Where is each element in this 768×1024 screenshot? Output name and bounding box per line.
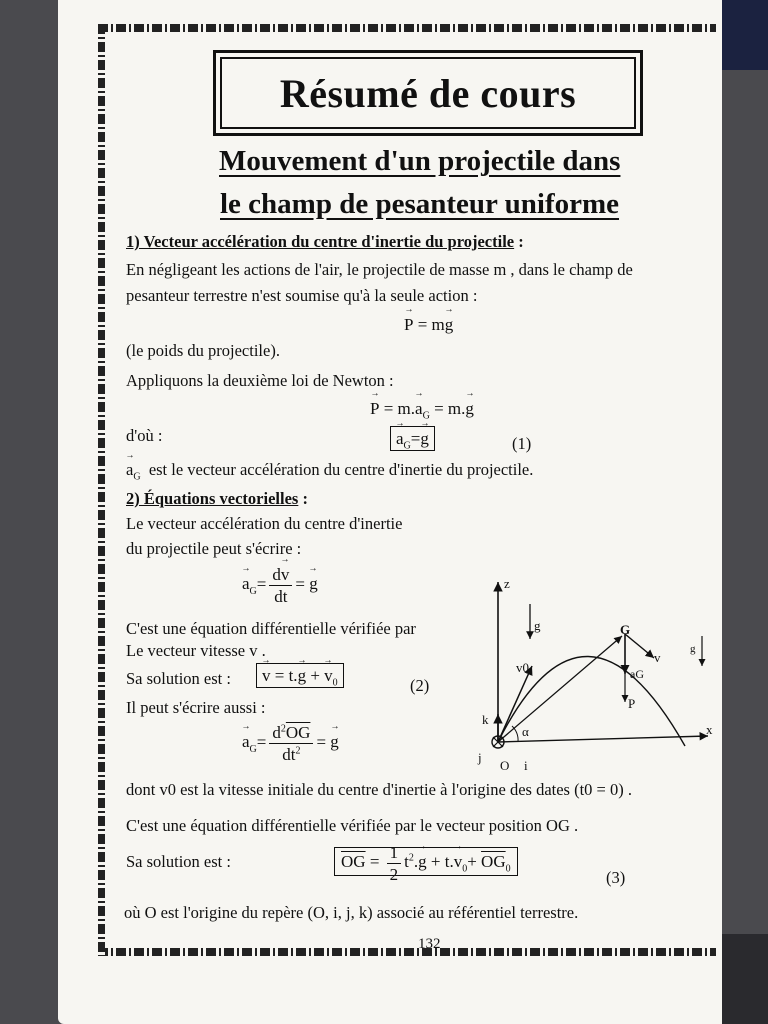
label-z: z [504,576,510,591]
section1-heading: 1) Vecteur accélération du centre d'inertie du projectile [126,232,515,251]
s1-paragraph-a: En négligeant les actions de l'air, le projectile de masse m , dans le champ de [126,260,633,279]
og-vector [498,636,622,742]
s1-donc: d'où : [126,426,163,445]
title-box [213,50,643,136]
label-O: O [500,758,510,773]
x-axis [498,736,708,742]
eq-accel-derivative: → $a_G=$ $\frac{d\to v}{dt}$ = → g [242,566,318,605]
s1-paragraph-4-wrap: → $a_G$ est le vecteur accélération du centre d'inertie du projectile. [126,462,533,482]
section2-heading: 2) Équations vectorielles [126,489,299,508]
label-G: G [620,622,631,637]
page-title: Résumé de cours [279,70,577,116]
s2-paragraph-5: dont v0 est la vitesse initiale du centre d'inertie à l'origine des dates (t0 = 0) . [126,780,632,799]
frame-left [98,24,105,956]
label-x: x [706,722,713,737]
s2-paragraph-6: C'est une équation différentielle vérifiée par le vecteur position OG . [126,816,579,835]
eq2-label: (2) [410,676,430,695]
v-vector [625,634,654,658]
label-P: P [628,696,636,711]
eq-accel-second-derivative: → $a_G=$ $\frac{d^2\overline{OG}}{dt^2}$ = → g [242,724,339,763]
eq3-boxed: $\overline{OG}$ = $\frac{1}{2}$ $t^2.\to g + t.\to v_0+ \overline{OG}_0$ [334,844,518,883]
projectile-diagram [470,574,720,784]
frame-top [98,24,716,32]
background-bottom [720,934,768,1024]
s2-solution-label-2: Sa solution est : [126,852,231,871]
s2-paragraph-2: C'est une équation différentielle vérifiée par [126,619,416,638]
label-i: i [524,758,528,773]
eq3-label: (3) [606,868,626,887]
s2-paragraph-a: Le vecteur accélération du centre d'inertie [126,514,403,533]
label-alpha: α [522,724,529,739]
label-v: v [654,650,661,665]
section2-heading-suffix: : [298,489,308,508]
page-number: 132 [418,936,441,952]
section1-heading-wrap [126,234,524,251]
s1-paragraph-b: pesanteur terrestre n'est soumise qu'à la seule action : [126,286,478,305]
eq-weight: → P = m→ g [404,316,453,333]
subtitle-line2: le champ de pesanteur uniforme [220,188,620,220]
eq1-label: (1) [512,434,532,453]
label-j: j [478,750,482,765]
s1-paragraph-2: (le poids du projectile). [126,341,280,360]
eq2-boxed: → v = t.→ g + → $v_0$ [256,667,344,688]
eq1-boxed: → $a_G=\to g$ [390,430,435,451]
label-k: k [482,712,489,727]
section2-heading-wrap [126,491,308,508]
s2-paragraph-3: Le vecteur vitesse v . [126,641,266,660]
s2-paragraph-7: où O est l'origine du repère (O, i, j, k) associé au référentiel terrestre. [124,903,579,922]
s1-paragraph-3: Appliquons la deuxième loi de Newton : [126,371,394,390]
label-v0: v0 [516,660,529,675]
s1-paragraph-4: est le vecteur accélération du centre d'inertie du projectile. [148,460,534,479]
label-g-right: g [690,643,696,655]
s2-solution-label: Sa solution est : [126,669,231,688]
frame-bottom [98,948,716,956]
label-aG: aG [630,667,644,681]
s2-paragraph-4: Il peut s'écrire aussi : [126,698,266,717]
subtitle-line1: Mouvement d'un projectile dans [219,145,621,177]
eq-newton: → $P = m.\to a_G = m.\to g$ [370,400,474,421]
s2-paragraph-b: du projectile peut s'écrire : [126,539,302,558]
section1-heading-suffix: : [514,232,524,251]
label-g-left: g [534,618,541,633]
